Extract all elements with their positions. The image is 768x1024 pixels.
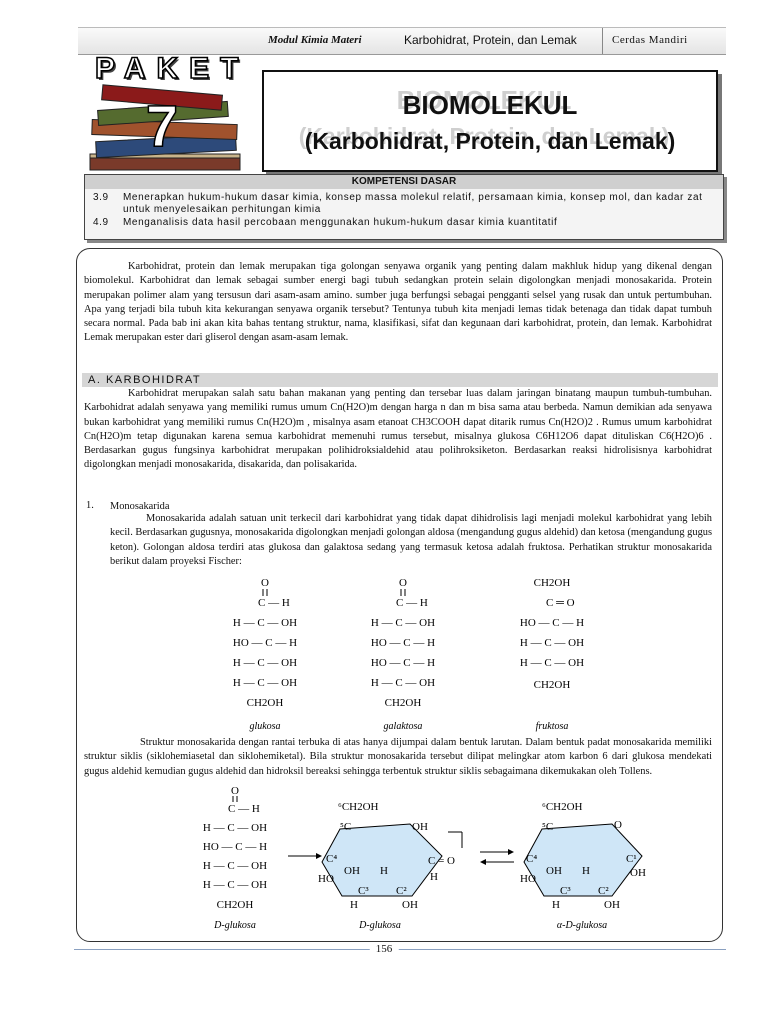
svg-text:O: O bbox=[261, 577, 269, 589]
svg-text:C⁴: C⁴ bbox=[526, 853, 538, 865]
svg-text:HO — C — H: HO — C — H bbox=[202, 841, 268, 853]
fischer-galaktosa bbox=[371, 577, 435, 732]
svg-text:OH: OH bbox=[412, 821, 428, 833]
fischer-projections-figure bbox=[210, 574, 630, 734]
formula: Cn(H2O)m bbox=[256, 416, 305, 428]
kompetensi-text: Menganalisis data hasil percobaan menggunakan hukum-hukum dasar kimia kuantitatif bbox=[123, 217, 558, 228]
ring-open-chain bbox=[318, 801, 462, 931]
svg-text:OH: OH bbox=[546, 865, 562, 877]
cyclization-figure bbox=[190, 784, 670, 934]
svg-text:C ═ O: C ═ O bbox=[546, 597, 575, 609]
svg-text:H: H bbox=[380, 865, 388, 877]
svg-text:CH2OH: CH2OH bbox=[246, 697, 284, 709]
caption-fruktosa: fruktosa bbox=[535, 721, 569, 732]
svg-text:CH2OH: CH2OH bbox=[533, 679, 571, 691]
fischer-glukosa bbox=[233, 577, 297, 732]
svg-text:CH2OH: CH2OH bbox=[216, 899, 254, 911]
page-subtitle: (Karbohidrat, Protein, dan Lemak) bbox=[304, 128, 676, 154]
svg-text:HO: HO bbox=[520, 873, 536, 885]
arrow-right-icon bbox=[288, 853, 322, 859]
svg-text:H: H bbox=[552, 899, 560, 911]
fischer-fruktosa bbox=[520, 577, 584, 732]
svg-text:C³: C³ bbox=[560, 885, 571, 897]
svg-text:H — C — OH: H — C — OH bbox=[519, 637, 585, 649]
kompetensi-heading: KOMPETENSI DASAR bbox=[85, 175, 723, 189]
svg-text:CH2OH: CH2OH bbox=[533, 577, 571, 589]
formula: Cn(H2O)m bbox=[330, 402, 378, 414]
header-divider bbox=[602, 28, 603, 54]
svg-text:D-glukosa: D-glukosa bbox=[359, 920, 401, 931]
svg-text:H: H bbox=[582, 865, 590, 877]
formula: Cn(H2O)m bbox=[84, 430, 132, 442]
svg-text:H — C — OH: H — C — OH bbox=[202, 860, 268, 872]
svg-text:H — C — OH: H — C — OH bbox=[232, 617, 298, 629]
svg-text:C — H: C — H bbox=[228, 803, 260, 815]
monosakarida-paragraph: Monosakarida adalah satuan unit terkecil dari karbohidrat yang tidak dapat dihidrolisis lagi menjadi molekul karbohidrat yang lebih kecil. Berdasarkan gugusnya, monosakarida digolongkan menjadi golongan aldosa (mengandung gugus aldehid) dan ketosa (mengandung gugus keton). Golongan aldosa terdiri atas glukosa dan galaktosa sedang yang termasuk ketosa adalah fruktosa. Perhatikan struktur monosakarida berikut dalam proyeksi Fischer: bbox=[110, 513, 712, 567]
svg-text:C³: C³ bbox=[358, 885, 369, 897]
svg-text:⁶CH2OH: ⁶CH2OH bbox=[338, 801, 379, 813]
karbohidrat-paragraph: Karbohidrat merupakan salah satu bahan makanan yang penting dan tersebar luas dalam jaringan binatang maupun tumbuh-tumbuhan. Karbohidrat adalah senyawa yang memiliki rumus umum Cn(H2O)m dengan harga n dan m bisa sama atau berbeda. Namun demikian ada senyawa bukan karbohidrat yang memiliki rumus Cn(H2O)m , misalnya asam etanoat CH3COOH dapat ditarik rumus Cn(H2O)2 . Rumus umum karbohidrat Cn(H2O)m tetap digunakan karena semua karbohidrat memenuhi rumus tersebut, misalnya glukosa C6H12O6 dapat dituliskan C6(H2O)6 . Berdasarkan gugus fungsinya karbohidrat merupakan polihidroksialdehid atau polihroksiketon. Berdasarkan reaksi hidrolisisnya karbohidrat digolongkan menjadi monosakarida, disakarida, dan polisakarida. bbox=[84, 388, 712, 471]
kompetensi-num: 3.9 bbox=[93, 192, 109, 203]
svg-text:H — C — OH: H — C — OH bbox=[232, 677, 298, 689]
page-title: BIOMOLEKUL bbox=[402, 90, 578, 120]
svg-text:O: O bbox=[231, 785, 239, 797]
tollens-paragraph: Struktur monosakarida dengan rantai terbuka di atas hanya dijumpai dalam bentuk larutan. Dalam bentuk padat monosakarida memiliki struktur siklis (siklohemiasetal dan siklohemiketal). Bila struktur monosakarida tersebut dilipat melingkar atom karbon 6 dari glukosa mendekati gugus aldehid kemudian gugus aldehid dan hidroksil bereaksi sehingga terbentuk struktur siklis sebagaimana dikemukakan oleh Tollens. bbox=[84, 737, 712, 777]
svg-text:O: O bbox=[614, 819, 622, 831]
section-heading-karbohidrat: A. KARBOHIDRAT bbox=[82, 373, 718, 387]
svg-text:C²: C² bbox=[396, 885, 407, 897]
svg-text:α-D-glukosa: α-D-glukosa bbox=[556, 920, 608, 931]
svg-text:H — C — OH: H — C — OH bbox=[370, 677, 436, 689]
svg-text:H: H bbox=[350, 899, 358, 911]
svg-text:OH: OH bbox=[402, 899, 418, 911]
kompetensi-item bbox=[93, 217, 717, 229]
svg-text:C — H: C — H bbox=[258, 597, 290, 609]
header-title: Karbohidrat, Protein, dan Lemak bbox=[404, 33, 577, 47]
paket-number: 7 bbox=[145, 94, 179, 159]
kompetensi-text: Menerapkan hukum-hukum dasar kimia, konsep massa molekul relatif, persamaan kimia, konsep mol, dan kadar zat untuk menyelesaikan perhitungan kimia bbox=[123, 192, 703, 215]
caption-galaktosa: galaktosa bbox=[383, 721, 423, 732]
page-number: 156 bbox=[370, 943, 399, 955]
ring-alpha-d-glukosa bbox=[520, 801, 646, 931]
svg-text:H: H bbox=[430, 871, 438, 883]
svg-text:O: O bbox=[399, 577, 407, 589]
svg-text:HO: HO bbox=[318, 873, 334, 885]
svg-text:C¹: C¹ bbox=[626, 853, 637, 865]
paket-label: PAKET bbox=[95, 52, 250, 85]
svg-text:CH2OH: CH2OH bbox=[384, 697, 422, 709]
kompetensi-num: 4.9 bbox=[93, 217, 109, 228]
svg-text:C⁴: C⁴ bbox=[326, 853, 338, 865]
books-icon bbox=[82, 84, 262, 176]
footer-line bbox=[74, 949, 726, 950]
title-box bbox=[262, 70, 718, 172]
subsection-title: Monosakarida bbox=[110, 501, 170, 512]
formula: Cn(H2O)2 bbox=[548, 416, 593, 428]
svg-text:OH: OH bbox=[630, 867, 646, 879]
svg-text:HO — C — H: HO — C — H bbox=[519, 617, 585, 629]
kompetensi-item bbox=[93, 192, 717, 216]
svg-text:H — C — OH: H — C — OH bbox=[202, 879, 268, 891]
svg-text:⁵C: ⁵C bbox=[542, 821, 554, 833]
svg-text:OH: OH bbox=[604, 899, 620, 911]
svg-text:H — C — OH: H — C — OH bbox=[519, 657, 585, 669]
fischer-d-glukosa bbox=[203, 785, 267, 931]
list-number: 1. bbox=[86, 500, 94, 511]
svg-text:⁵C: ⁵C bbox=[340, 821, 352, 833]
svg-text:⁶CH2OH: ⁶CH2OH bbox=[542, 801, 583, 813]
svg-text:H — C — OH: H — C — OH bbox=[370, 617, 436, 629]
svg-text:HO — C — H: HO — C — H bbox=[370, 657, 436, 669]
brand-label: Cerdas Mandiri bbox=[612, 34, 688, 46]
kompetensi-box bbox=[84, 174, 724, 240]
svg-text:D-glukosa: D-glukosa bbox=[214, 920, 256, 931]
running-header bbox=[78, 27, 726, 55]
svg-text:H — C — OH: H — C — OH bbox=[232, 657, 298, 669]
svg-text:HO — C — H: HO — C — H bbox=[370, 637, 436, 649]
svg-text:C = O: C = O bbox=[428, 855, 455, 867]
svg-text:C — H: C — H bbox=[396, 597, 428, 609]
svg-text:C²: C² bbox=[598, 885, 609, 897]
equilibrium-arrows-icon bbox=[480, 849, 514, 865]
module-label: Modul Kimia Materi bbox=[268, 34, 362, 46]
intro-paragraph: Karbohidrat, protein dan lemak merupakan tiga golongan senyawa organik yang penting dalam makhluk hidup yang dikenal dengan biomolekul. Karbohidrat dan lemak sebagai sumber energi bagi tubuh sedangkan protein selain digolongkan menjadi monosakarida. Protein merupakan polimer alam yang tersusun dari asam-asam amino. sumber juga berfungsi sebagai pengganti selsel yang rusak dan untuk pertumbuhan. Apa yang terjadi bila tubuh kita kekurangan senyawa organik tersebut? Tentunya tubuh kita menjadi lemas tidak betenaga dan tidak dapat tumbuh secara normal. Pada bab ini akan kita bahas tentang struktur, nama, klasifikasi, sifat dan kegunaan dari karbohidrat, protein, dan lemak. Karbohidrat Lemak merupakan ester dari gliserol dengan asam-asam lemak. bbox=[84, 261, 712, 344]
svg-text:OH: OH bbox=[344, 865, 360, 877]
svg-text:HO — C — H: HO — C — H bbox=[232, 637, 298, 649]
svg-text:H — C — OH: H — C — OH bbox=[202, 822, 268, 834]
caption-glukosa: glukosa bbox=[249, 721, 281, 732]
